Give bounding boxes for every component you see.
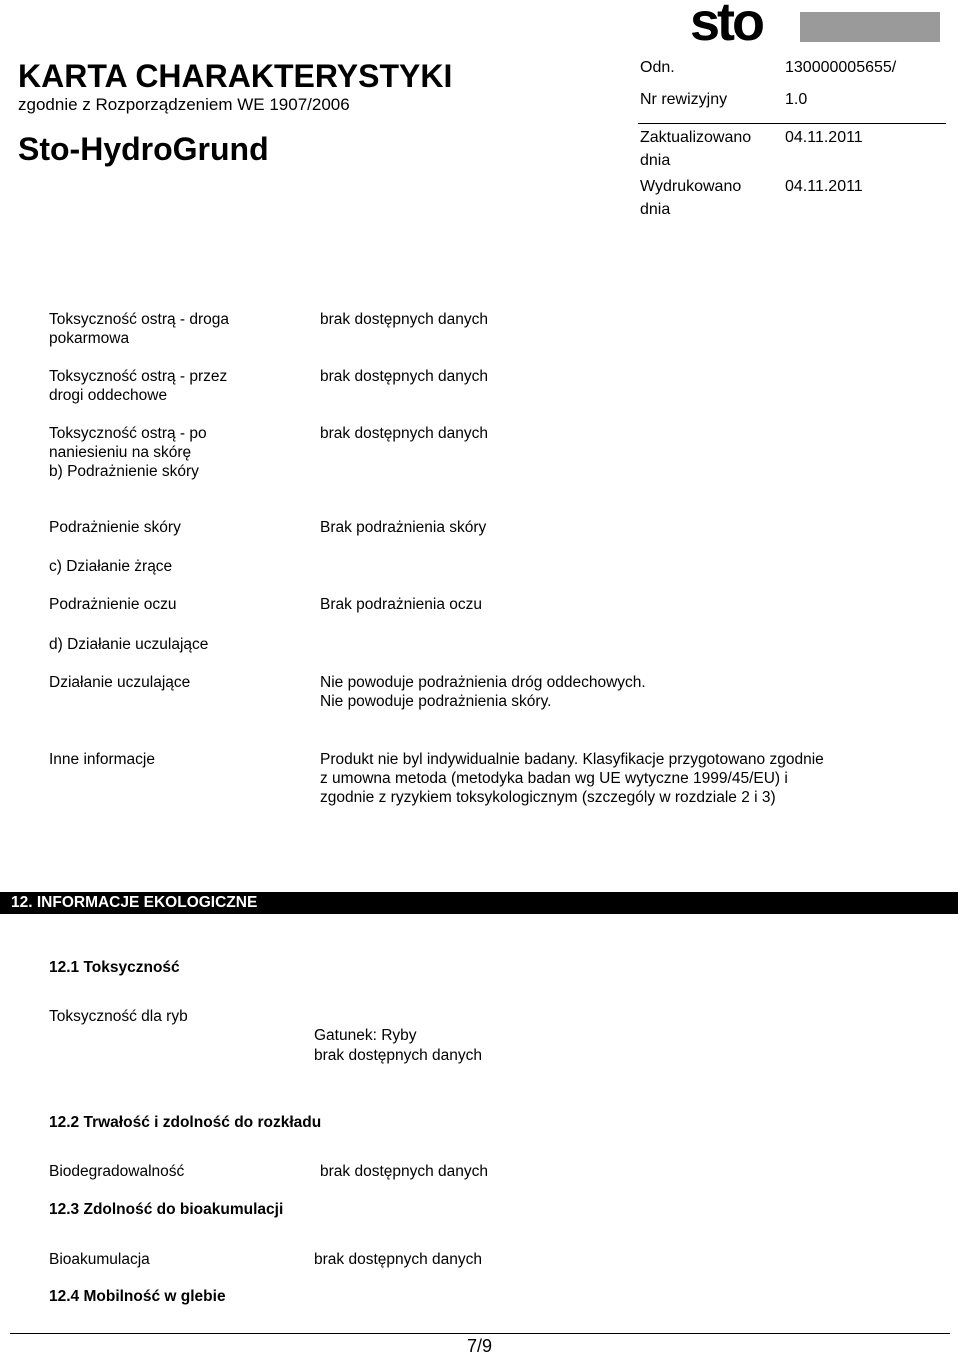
skin-irritation-heading: b) Podrażnienie skóry <box>49 463 199 480</box>
biodegradability-label: Biodegradowalność <box>49 1163 185 1180</box>
page-number: 7/9 <box>467 1336 493 1356</box>
subsection-12-3-heading: 12.3 Zdolność do bioakumulacji <box>49 1201 284 1218</box>
header-rule <box>638 123 946 124</box>
dermal-toxicity-label-line2: naniesieniu na skórę <box>49 444 192 461</box>
eye-irritation-label: Podrażnienie oczu <box>49 596 177 613</box>
printed-value: 04.11.2011 <box>785 178 863 195</box>
inhalation-toxicity-label-line2: drogi oddechowe <box>49 387 168 404</box>
logo-wordmark: sto <box>690 0 762 46</box>
fish-toxicity-value: brak dostępnych danych <box>314 1047 483 1064</box>
oral-toxicity-value: brak dostępnych danych <box>320 311 489 328</box>
skin-irritation-label: Podrażnienie skóry <box>49 519 181 536</box>
updated-label-line2: dnia <box>640 152 671 169</box>
sensitisation-value-line2: Nie powoduje podrażnienia skóry. <box>320 693 552 710</box>
sensitisation-label: Działanie uczulające <box>49 674 191 691</box>
biodegradability-value: brak dostępnych danych <box>320 1163 489 1180</box>
subsection-12-4-heading: 12.4 Mobilność w glebie <box>49 1288 226 1305</box>
eye-irritation-value: Brak podrażnienia oczu <box>320 596 482 613</box>
section-12-title-bar: 12. INFORMACJE EKOLOGICZNE <box>0 892 958 914</box>
other-info-label: Inne informacje <box>49 751 155 768</box>
printed-label: Wydrukowano <box>640 178 742 195</box>
corrosive-heading: c) Działanie żrące <box>49 558 173 575</box>
ref-value: 130000005655/ <box>785 59 897 76</box>
document-subtitle: zgodnie z Rozporządzeniem WE 1907/2006 <box>18 95 350 114</box>
updated-label: Zaktualizowano <box>640 129 752 146</box>
bioaccumulation-value: brak dostępnych danych <box>314 1251 483 1268</box>
other-info-value: Produkt nie byl indywidualnie badany. Klasyfikacje przygotowano zgodnie <box>320 751 824 768</box>
oral-toxicity-label: Toksyczność ostrą - droga <box>49 311 230 328</box>
sto-logo <box>688 0 943 46</box>
footer-rule <box>10 1333 950 1334</box>
revision-value: 1.0 <box>785 91 808 108</box>
logo-grey-bar <box>800 12 940 42</box>
document-title: KARTA CHARAKTERYSTYKI <box>18 58 453 94</box>
subsection-12-2-heading: 12.2 Trwałość i zdolność do rozkładu <box>49 1114 322 1131</box>
product-name: Sto-HydroGrund <box>18 131 269 167</box>
fish-toxicity-label: Toksyczność dla ryb <box>49 1008 188 1025</box>
updated-value: 04.11.2011 <box>785 129 863 146</box>
revision-label: Nr rewizyjny <box>640 91 728 108</box>
other-info-value-line2: z umowna metoda (metodyka badan wg UE wytyczne 1999/45/EU) i <box>320 770 788 787</box>
sensitising-heading: d) Działanie uczulające <box>49 636 209 653</box>
printed-label-line2: dnia <box>640 201 671 218</box>
fish-species: Gatunek: Ryby <box>314 1027 417 1044</box>
subsection-12-1-heading: 12.1 Toksyczność <box>49 959 180 976</box>
ref-label: Odn. <box>640 59 675 76</box>
inhalation-toxicity-value: brak dostępnych danych <box>320 368 489 385</box>
bioaccumulation-label: Bioakumulacja <box>49 1251 150 1268</box>
dermal-toxicity-label: Toksyczność ostrą - po <box>49 425 207 442</box>
other-info-value-line3: zgodnie z ryzykiem toksykologicznym (szczególy w rozdziale 2 i 3) <box>320 789 776 806</box>
inhalation-toxicity-label: Toksyczność ostrą - przez <box>49 368 228 385</box>
dermal-toxicity-value: brak dostępnych danych <box>320 425 489 442</box>
sensitisation-value: Nie powoduje podrażnienia dróg oddechowych. <box>320 674 646 691</box>
oral-toxicity-label-line2: pokarmowa <box>49 330 130 347</box>
skin-irritation-value: Brak podrażnienia skóry <box>320 519 487 536</box>
